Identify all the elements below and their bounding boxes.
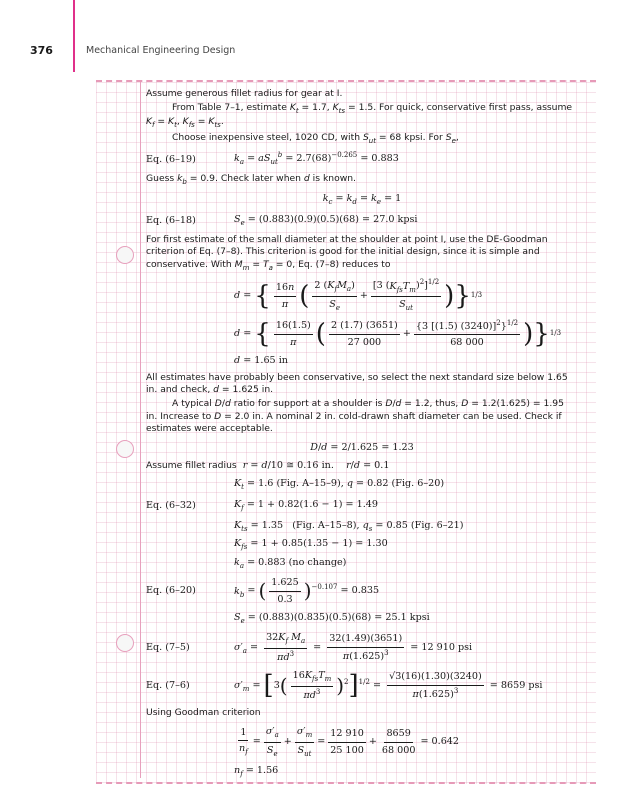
notebook-margin-line [140,82,141,778]
eq-6-19 [146,151,578,168]
eq-kts: $K_{ts} = 1.35$ (Fig. A–15–8), $q_s = 0.85$ (Fig. 6–21) [234,519,464,533]
eq-6-20 [146,576,578,605]
eq-d-result: d = 1.65 in [234,355,288,367]
text-shoulder-ratio: A typical D/d ratio for support at a shoulder is D/d = 1.2, thus, D = 1.2(1.625) = 1.95 in. Increase to D = 2.0 in. A nominal 2 in. cold-drawn shaft diameter can be used. Check if estimates were acceptable. [146,397,564,435]
eq-r: r = d/10 ≅ 0.16 in. r/d = 0.1 [242,460,390,472]
eq-d-general: d = { $\frac{16n}{\pi}$ ( $\frac{2 (K_fM_a)}{S_e}$ + $\frac{[3 (K_{fs}T_m)^2]^{1/2}}{S_{ut}}$ ) } 1/3 [234,278,483,313]
eq-se: $S_e = (0.883)(0.9)(0.5)(68) = 27.0$ kpsi [234,213,418,227]
binder-hole-icon [116,634,134,652]
binder-hole-icon [116,246,134,264]
eq-ka-nochange: $k_a = 0.883$ (no change) [234,556,347,570]
header-rule [73,0,75,72]
eq-label: Eq. (6–20) [146,585,196,597]
eq-label: Eq. (6–32) [146,500,196,512]
text-goodman: Using Goodman criterion [146,707,261,719]
binder-hole-icon [116,440,134,458]
text-de-goodman: For first estimate of the small diameter at the shoulder at point I, use the DE-Goodman criterion of Eq. (7–8). This criterion is good for the initial design, since it is simple and conservative. With $M_m = T_a = 0$, Eq. (7–8) reduces to [146,233,548,272]
page-number: 376 [30,44,53,57]
eq-label: Eq. (7–6) [146,680,190,692]
text-standard-size: All estimates have probably been conservative, so select the next standard size below 1.65 in. and check, d = 1.625 in. [146,371,568,396]
running-head: Mechanical Engineering Design [86,45,236,56]
text-material-choice: Choose inexpensive steel, 1020 CD, with $S_{ut} = 68$ kpsi. For $S_e$, [172,131,459,145]
eq-7-5 [146,631,578,664]
eq-kt: $K_t = 1.6$ (Fig. A–15–9), q = 0.82 (Fig. 6–20) [234,478,445,492]
text-fillet-assume: Assume generous fillet radius for gear at I. [146,88,343,99]
eq-7-6 [146,669,578,702]
eq-se-revised: $S_e = (0.883)(0.835)(0.5)(68) = 25.1$ kpsi [234,611,430,625]
eq-kfs: $K_{fs} = 1 + 0.85(1.35 - 1) = 1.30$ [234,538,388,552]
eq-6-18 [146,213,578,229]
eq-nf-result: $n_f = 1.56$ [234,765,279,778]
eq-Dd: D/d = 2/1.625 = 1.23 [310,442,414,453]
eq-ka: $k_a = aS_{ut}^b = 2.7(68)^{-0.265} = 0.883$ [234,151,399,167]
eq-sigma-m: $\sigma'_m = [3$( $\frac{16K_{fs}T_m}{\pi d^3}$ )$^2$]$^{1/2}$ = $\frac{√3(16)(1.30)(3240)}{\pi(1.625)^3}$ = 8659 psi [234,670,543,702]
eq-nf: $\frac{1}{n_f}$ = $\frac{\sigma'_a}{S_e}$ + $\frac{\sigma'_m}{S_{ut}}$ = $\frac{12 910}{25 100}$ + $\frac{8659}{68 000}$ = 0.642 [239,725,460,758]
eq-kcde: $k_c = k_d = k_e = 1$ [322,193,402,207]
eq-label: Eq. (7–5) [146,642,190,654]
eq-label: Eq. (6–19) [146,153,196,165]
eq-label: Eq. (6–18) [146,215,196,227]
eq-fillet [146,459,578,472]
text-stress-concentration: From Table 7–1, estimate $K_t = 1.7$, $K_{ts} = 1.5$. For quick, conservative first pass, assume $K_f = K_t$, $K_{fs} = K_{ts}$. [146,101,573,129]
worked-example [146,88,578,780]
text-guess-kb: Guess $k_b = 0.9$. Check later when d is known. [146,172,356,186]
eq-kf: $K_f = 1 + 0.82(1.6 - 1) = 1.49$ [234,499,378,512]
text-fillet: Assume fillet radius [146,459,237,471]
eq-kb: $k_b$ = ( $\frac{1.625}{0.3}$ )$^{-0.107}$ = 0.835 [234,577,380,605]
eq-d-numeric: d = { $\frac{16(1.5)}{\pi}$ ( $\frac{2 (1.7) (3651)}{27 000}$ + $\frac{\{3 [(1.5) (3240)]^2\}^{1/2}}{68 000}$ ) } 1/3 [234,318,562,349]
eq-6-32 [146,498,578,514]
eq-sigma-a: $\sigma'_a$ = $\frac{32K_f M_a}{\pi d^3}$ = $\frac{32(1.49)(3651)}{\pi(1.625)^3}$ = 12 910 psi [234,632,473,664]
